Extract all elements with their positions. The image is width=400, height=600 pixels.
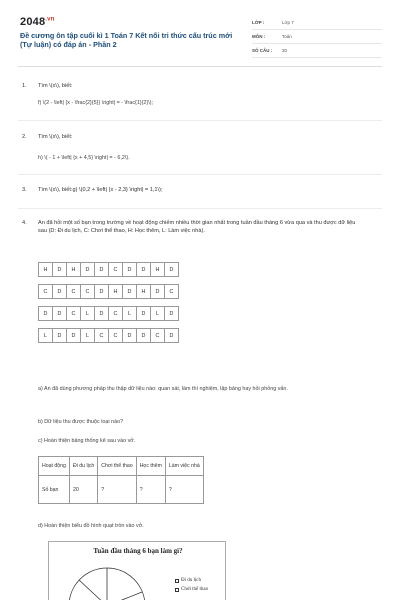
grid-cell: D [53,263,67,277]
grid-cell: D [123,329,137,343]
grid-cell: C [109,329,123,343]
grid-cell: C [39,285,53,299]
grid-cell: D [95,285,109,299]
part-d: d) Hoàn thiện biểu đồ hình quạt tròn vào vở. [38,523,144,529]
frequency-header-cell: Chơi thể thao [98,457,136,476]
grid-cell: D [165,307,179,321]
grid-row [39,285,179,299]
legend-swatch [175,579,179,583]
grid-cell: D [151,285,165,299]
grid-spacer [39,277,179,285]
grid-cell: H [109,285,123,299]
meta-subject: MÔN : Toán [252,30,382,44]
grid-cell: D [137,307,151,321]
grid-cell: D [137,329,151,343]
frequency-table [38,456,204,504]
grid-spacer-cell [39,277,179,285]
grid-cell: L [81,329,95,343]
grid-cell: L [151,307,165,321]
grid-row [39,263,179,277]
grid-cell: C [67,285,81,299]
grid-cell: H [151,263,165,277]
pie-chart-figure [48,541,226,600]
grid-cell: L [123,307,137,321]
frequency-header-cell: Làm việc nhà [165,457,203,476]
frequency-table-row [39,476,204,504]
chart-legend [175,576,208,594]
grid-cell: H [39,263,53,277]
meta-question-count: SỐ CÂU : 30 [252,44,382,58]
grid-cell: D [165,263,179,277]
frequency-header-cell: Đi du lịch [69,457,97,476]
question-divider [18,208,382,209]
grid-cell: D [165,329,179,343]
grid-cell: D [39,307,53,321]
grid-cell: D [53,329,67,343]
grid-cell: C [165,285,179,299]
grid-cell: D [123,263,137,277]
grid-cell: C [109,307,123,321]
frequency-cell: 20 [69,476,97,504]
grid-spacer-cell [39,321,179,329]
grid-cell: H [67,263,81,277]
grid-cell: D [53,307,67,321]
question-1-expression: f) \(2 - \left| {x - \frac{2}{5}} \right| = - \frac{1}{2}\); [38,100,154,106]
header-divider [18,66,382,67]
grid-row [39,329,179,343]
part-c: c) Hoàn thiện bảng thống kê sau vào vở. [38,438,136,444]
grid-cell: C [151,329,165,343]
pie-chart [55,564,155,600]
question-divider [18,174,382,175]
grid-cell: C [67,307,81,321]
meta-class: LỚP : Lớp 7 [252,16,382,30]
grid-spacer [39,299,179,307]
grid-cell: D [123,285,137,299]
grid-cell: D [137,263,151,277]
document-meta [252,16,382,58]
frequency-cell: Số bạn [39,476,70,504]
document-title: Đề cương ôn tập cuối kì 1 Toán 7 Kết nối tri thức cấu trúc mới (Tự luận) có đáp án - Phần 2 [20,31,233,49]
frequency-table-header [39,457,204,476]
part-b: b) Dữ liệu thu được thuộc loại nào? [38,419,124,425]
legend-swatch [175,588,179,592]
page: $2048^{.vn}$ Đề cương ôn tập cuối kì 1 Toán 7 Kết nối tri thức cấu trúc mới (Tự luận) có đáp án - Phần 2 LỚP : Lớp 7 MÔN : Toán SỐ CÂU : 30 1. Tìm \(x\), biết: f) \(2 - \left| {x - \frac{2}{5}} \right| = - \frac{1}{2}\); 2. Tìm \(x\), biết: h) \( - 1 + \left| {x + 4,5} \right| = - 6,2\). 3. Tìm \(x\), biết:g) \(0,2 + \left| {x - 2,3} \right| = 1,1\); 4. An đã hỏi một số bạn trong trường về hoạt động chiếm nhiều thời gian nhất trong tuần đầu tháng 6 vừa qua và thu được dữ liệu sau (D: Đi du lịch, C: Chơi thể thao, H: Học thêm, L: Làm việc nhà). H D H D D C D D H D C D C C D H D H D C D D C L D C L D L D L D D L C C D D C D a) An đã dùng phương pháp thu thập dữ liệu nào: quan sát, làm thí nghiệm, lập bảng hay hỏi phỏng vấn. b) Dữ liệu thu được thuộc loại nào? c) Hoàn thiện bảng thống kê sau vào vở. Hoạt động Đi du lịch Chơi thể thao Học thêm Làm việc nhà Số bạn 20 ? ? ? d) Hoàn thiện biểu đồ hình quạt tròn vào vở. Tuần đầu tháng 6 bạn làm gì? Đi du lịch Chơi thể thao [0,0,400,600]
part-a: a) An đã dùng phương pháp thu thập dữ liệu nào: quan sát, làm thí nghiệm, lập bảng hay hỏi phỏng vấn. [38,386,288,392]
grid-cell: L [81,307,95,321]
grid-cell: D [95,307,109,321]
grid-cell: D [81,263,95,277]
grid-cell: C [109,263,123,277]
question-2-expression: h) \( - 1 + \left| {x + 4,5} \right| = - 6,2\). [38,155,130,161]
survey-data-grid [38,262,179,343]
legend-item: Đi du lịch [175,576,208,585]
frequency-cell: ? [98,476,136,504]
frequency-header-cell: Học thêm [136,457,165,476]
frequency-cell: ? [136,476,165,504]
grid-cell: D [95,263,109,277]
grid-cell: C [95,329,109,343]
site-logo[interactable]: $2048^{.vn}$ [20,16,55,28]
frequency-cell: ? [165,476,203,504]
frequency-header-cell: Hoạt động [39,457,70,476]
grid-cell: C [81,285,95,299]
grid-row [39,307,179,321]
question-divider [18,120,382,121]
document-header [18,14,382,60]
chart-title: Tuần đầu tháng 6 bạn làm gì? [93,547,183,555]
grid-cell: D [67,329,81,343]
grid-spacer-cell [39,299,179,307]
grid-cell: D [53,285,67,299]
legend-item: Chơi thể thao [175,585,208,594]
grid-cell: H [137,285,151,299]
grid-cell: L [39,329,53,343]
grid-spacer [39,321,179,329]
